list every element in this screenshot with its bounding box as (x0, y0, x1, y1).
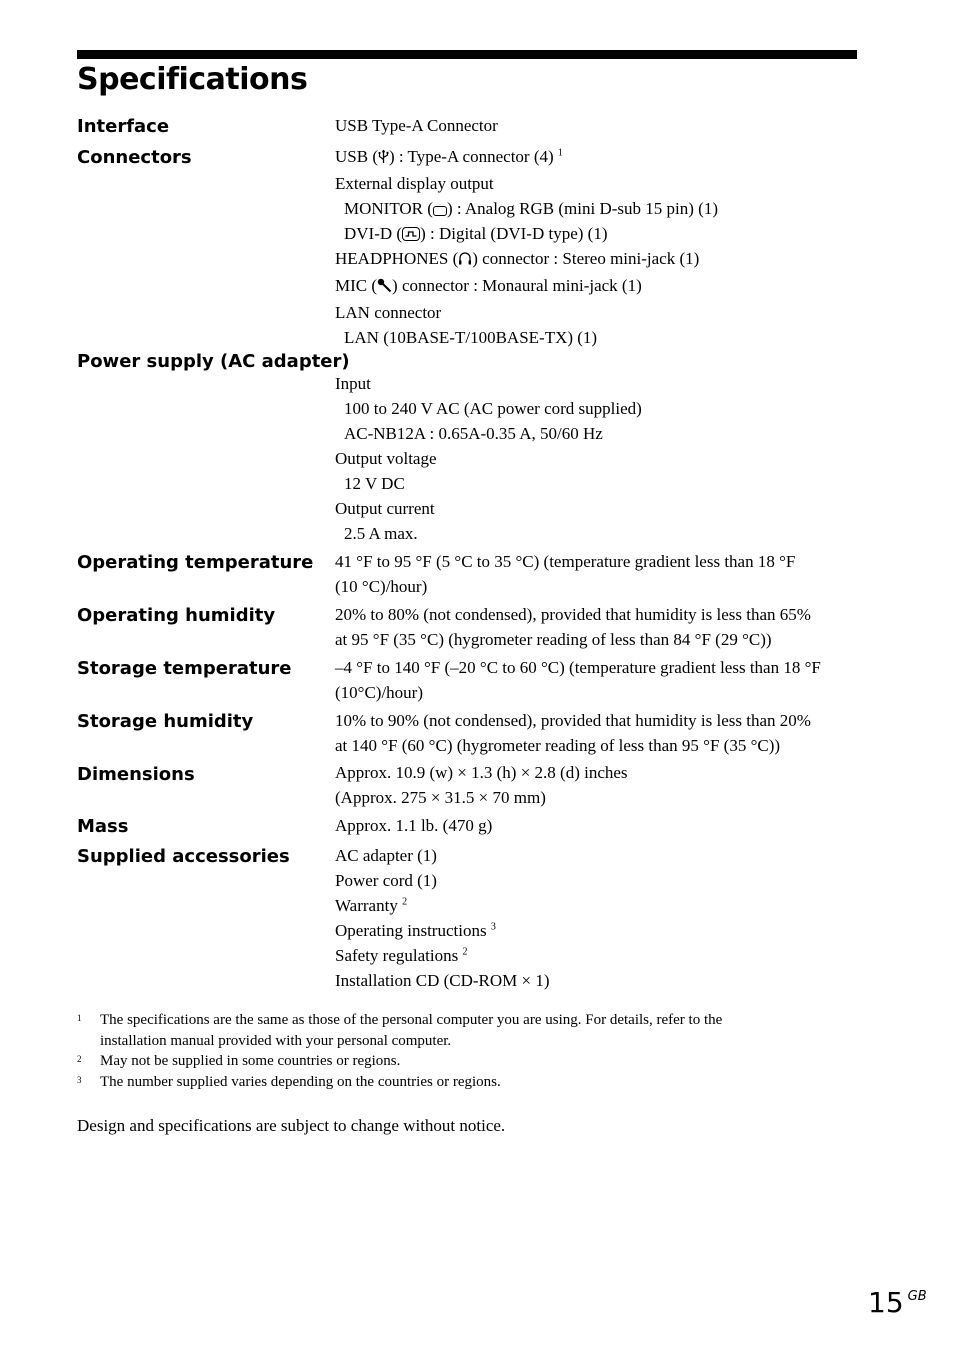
power-output-current-value: 2.5 A max. (344, 524, 418, 543)
power-input: Input (335, 374, 371, 393)
accessory-item (335, 968, 550, 993)
connector-mic (335, 273, 718, 300)
usb-icon (378, 146, 389, 171)
spec-value-connectors (335, 144, 718, 350)
spec-line: 20% to 80% (not condensed), provided that humidity is less than 65% (335, 605, 811, 624)
power-output-voltage: Output voltage (335, 449, 437, 468)
mic-prefix: MIC ( (335, 276, 378, 295)
dvi-suffix: ) : Digital (DVI-D type) (1) (420, 224, 608, 243)
power-output-current: Output current (335, 499, 435, 518)
footnote-line: installation manual provided with your personal computer. (100, 1033, 452, 1049)
connector-headphones (335, 246, 718, 273)
footnote-number: 2 (77, 1054, 82, 1064)
spec-value-storage-humidity (335, 708, 811, 758)
accessory-item (335, 918, 550, 943)
footnote-ref: 2 (462, 946, 468, 958)
page-title: Specifications (77, 62, 308, 97)
spec-value-interface: USB Type-A Connector (335, 116, 498, 135)
headphones-icon (458, 248, 472, 273)
accessory-item (335, 943, 550, 968)
spec-line: at 140 °F (60 °C) (hygrometer reading of less than 95 °F (35 °C)) (335, 736, 781, 755)
spec-line: at 95 °F (35 °C) (hygrometer reading of less than 84 °F (29 °C)) (335, 630, 772, 649)
footnote-2: May not be supplied in some countries or regions. (100, 1053, 401, 1069)
footnote-3: The number supplied varies depending on the countries or regions. (100, 1074, 501, 1090)
accessory-text: Operating instructions (335, 921, 487, 940)
spec-label-operating-temperature: Operating temperature (77, 552, 314, 573)
spec-value-operating-temperature (335, 549, 795, 599)
dvi-icon (402, 227, 420, 241)
spec-label-dimensions: Dimensions (77, 764, 195, 785)
accessory-item (335, 893, 550, 918)
page-number-value: 15 (868, 1286, 904, 1319)
spec-line: (10°C)/hour) (335, 683, 424, 702)
monitor-prefix: MONITOR ( (344, 199, 433, 218)
spec-label-storage-temperature: Storage temperature (77, 658, 292, 679)
monitor-icon (433, 206, 447, 216)
power-input-model: AC-NB12A : 0.65A-0.35 A, 50/60 Hz (344, 424, 603, 443)
connector-external-display: External display output (335, 174, 494, 193)
spec-line: (Approx. 275 × 31.5 × 70 mm) (335, 788, 546, 807)
spec-label-mass: Mass (77, 816, 129, 837)
accessory-text: Installation CD (CD-ROM × 1) (335, 971, 550, 990)
spec-label-storage-humidity: Storage humidity (77, 711, 254, 732)
power-input-voltage: 100 to 240 V AC (AC power cord supplied) (344, 399, 642, 418)
accessory-text: Warranty (335, 896, 398, 915)
connector-dvi (335, 221, 718, 246)
accessory-text: Safety regulations (335, 946, 459, 965)
spec-value-dimensions (335, 760, 628, 810)
footnote-number: 1 (77, 1013, 82, 1023)
spec-label-accessories: Supplied accessories (77, 846, 290, 867)
connector-lan-heading: LAN connector (335, 303, 442, 322)
page-region: GB (907, 1289, 927, 1304)
usb-prefix: USB ( (335, 147, 378, 166)
spec-line: 10% to 90% (not condensed), provided that humidity is less than 20% (335, 711, 811, 730)
usb-suffix: ) : Type-A connector (4) (388, 147, 554, 166)
spec-value-accessories (335, 843, 550, 993)
spec-line: (10 °C)/hour) (335, 577, 428, 596)
footnote-ref: 2 (402, 896, 408, 908)
footnote-ref: 1 (557, 147, 563, 159)
spec-label-connectors: Connectors (77, 147, 192, 168)
mic-suffix: ) connector : Monaural mini-jack (1) (392, 276, 642, 295)
connector-lan: LAN (10BASE-T/100BASE-TX) (1) (344, 328, 598, 347)
header-rule (77, 50, 857, 59)
accessory-item (335, 843, 550, 868)
spec-value-power (335, 371, 642, 546)
dvi-prefix: DVI-D ( (344, 224, 403, 243)
spec-label-interface: Interface (77, 116, 170, 137)
spec-label-power: Power supply (AC adapter) (77, 351, 350, 372)
accessory-text: AC adapter (1) (335, 846, 437, 865)
power-output-voltage-value: 12 V DC (344, 474, 405, 493)
connector-monitor (335, 196, 718, 221)
headphones-suffix: ) connector : Stereo mini-jack (1) (472, 249, 700, 268)
monitor-suffix: ) : Analog RGB (mini D-sub 15 pin) (1) (446, 199, 718, 218)
accessory-text: Power cord (1) (335, 871, 437, 890)
footnote-ref: 3 (490, 921, 496, 933)
spec-line: –4 °F to 140 °F (–20 °C to 60 °C) (temperature gradient less than 18 °F (335, 658, 821, 677)
spec-line: 41 °F to 95 °F (5 °C to 35 °C) (temperature gradient less than 18 °F (335, 552, 796, 571)
spec-label-operating-humidity: Operating humidity (77, 605, 276, 626)
change-notice: Design and specifications are subject to change without notice. (77, 1116, 506, 1135)
footnote-line: The specifications are the same as those of the personal computer you are using. For details, refer to the (100, 1012, 723, 1028)
microphone-icon (377, 275, 392, 300)
spec-value-storage-temperature (335, 655, 821, 705)
footnote-1 (100, 1010, 722, 1052)
spec-value-operating-humidity (335, 602, 811, 652)
page-number (868, 1286, 927, 1319)
spec-line: Approx. 10.9 (w) × 1.3 (h) × 2.8 (d) inches (335, 763, 628, 782)
accessory-item (335, 868, 550, 893)
headphones-prefix: HEADPHONES ( (335, 249, 459, 268)
spec-value-mass: Approx. 1.1 lb. (470 g) (335, 816, 493, 835)
connector-usb (335, 144, 718, 171)
footnote-number: 3 (77, 1075, 82, 1085)
